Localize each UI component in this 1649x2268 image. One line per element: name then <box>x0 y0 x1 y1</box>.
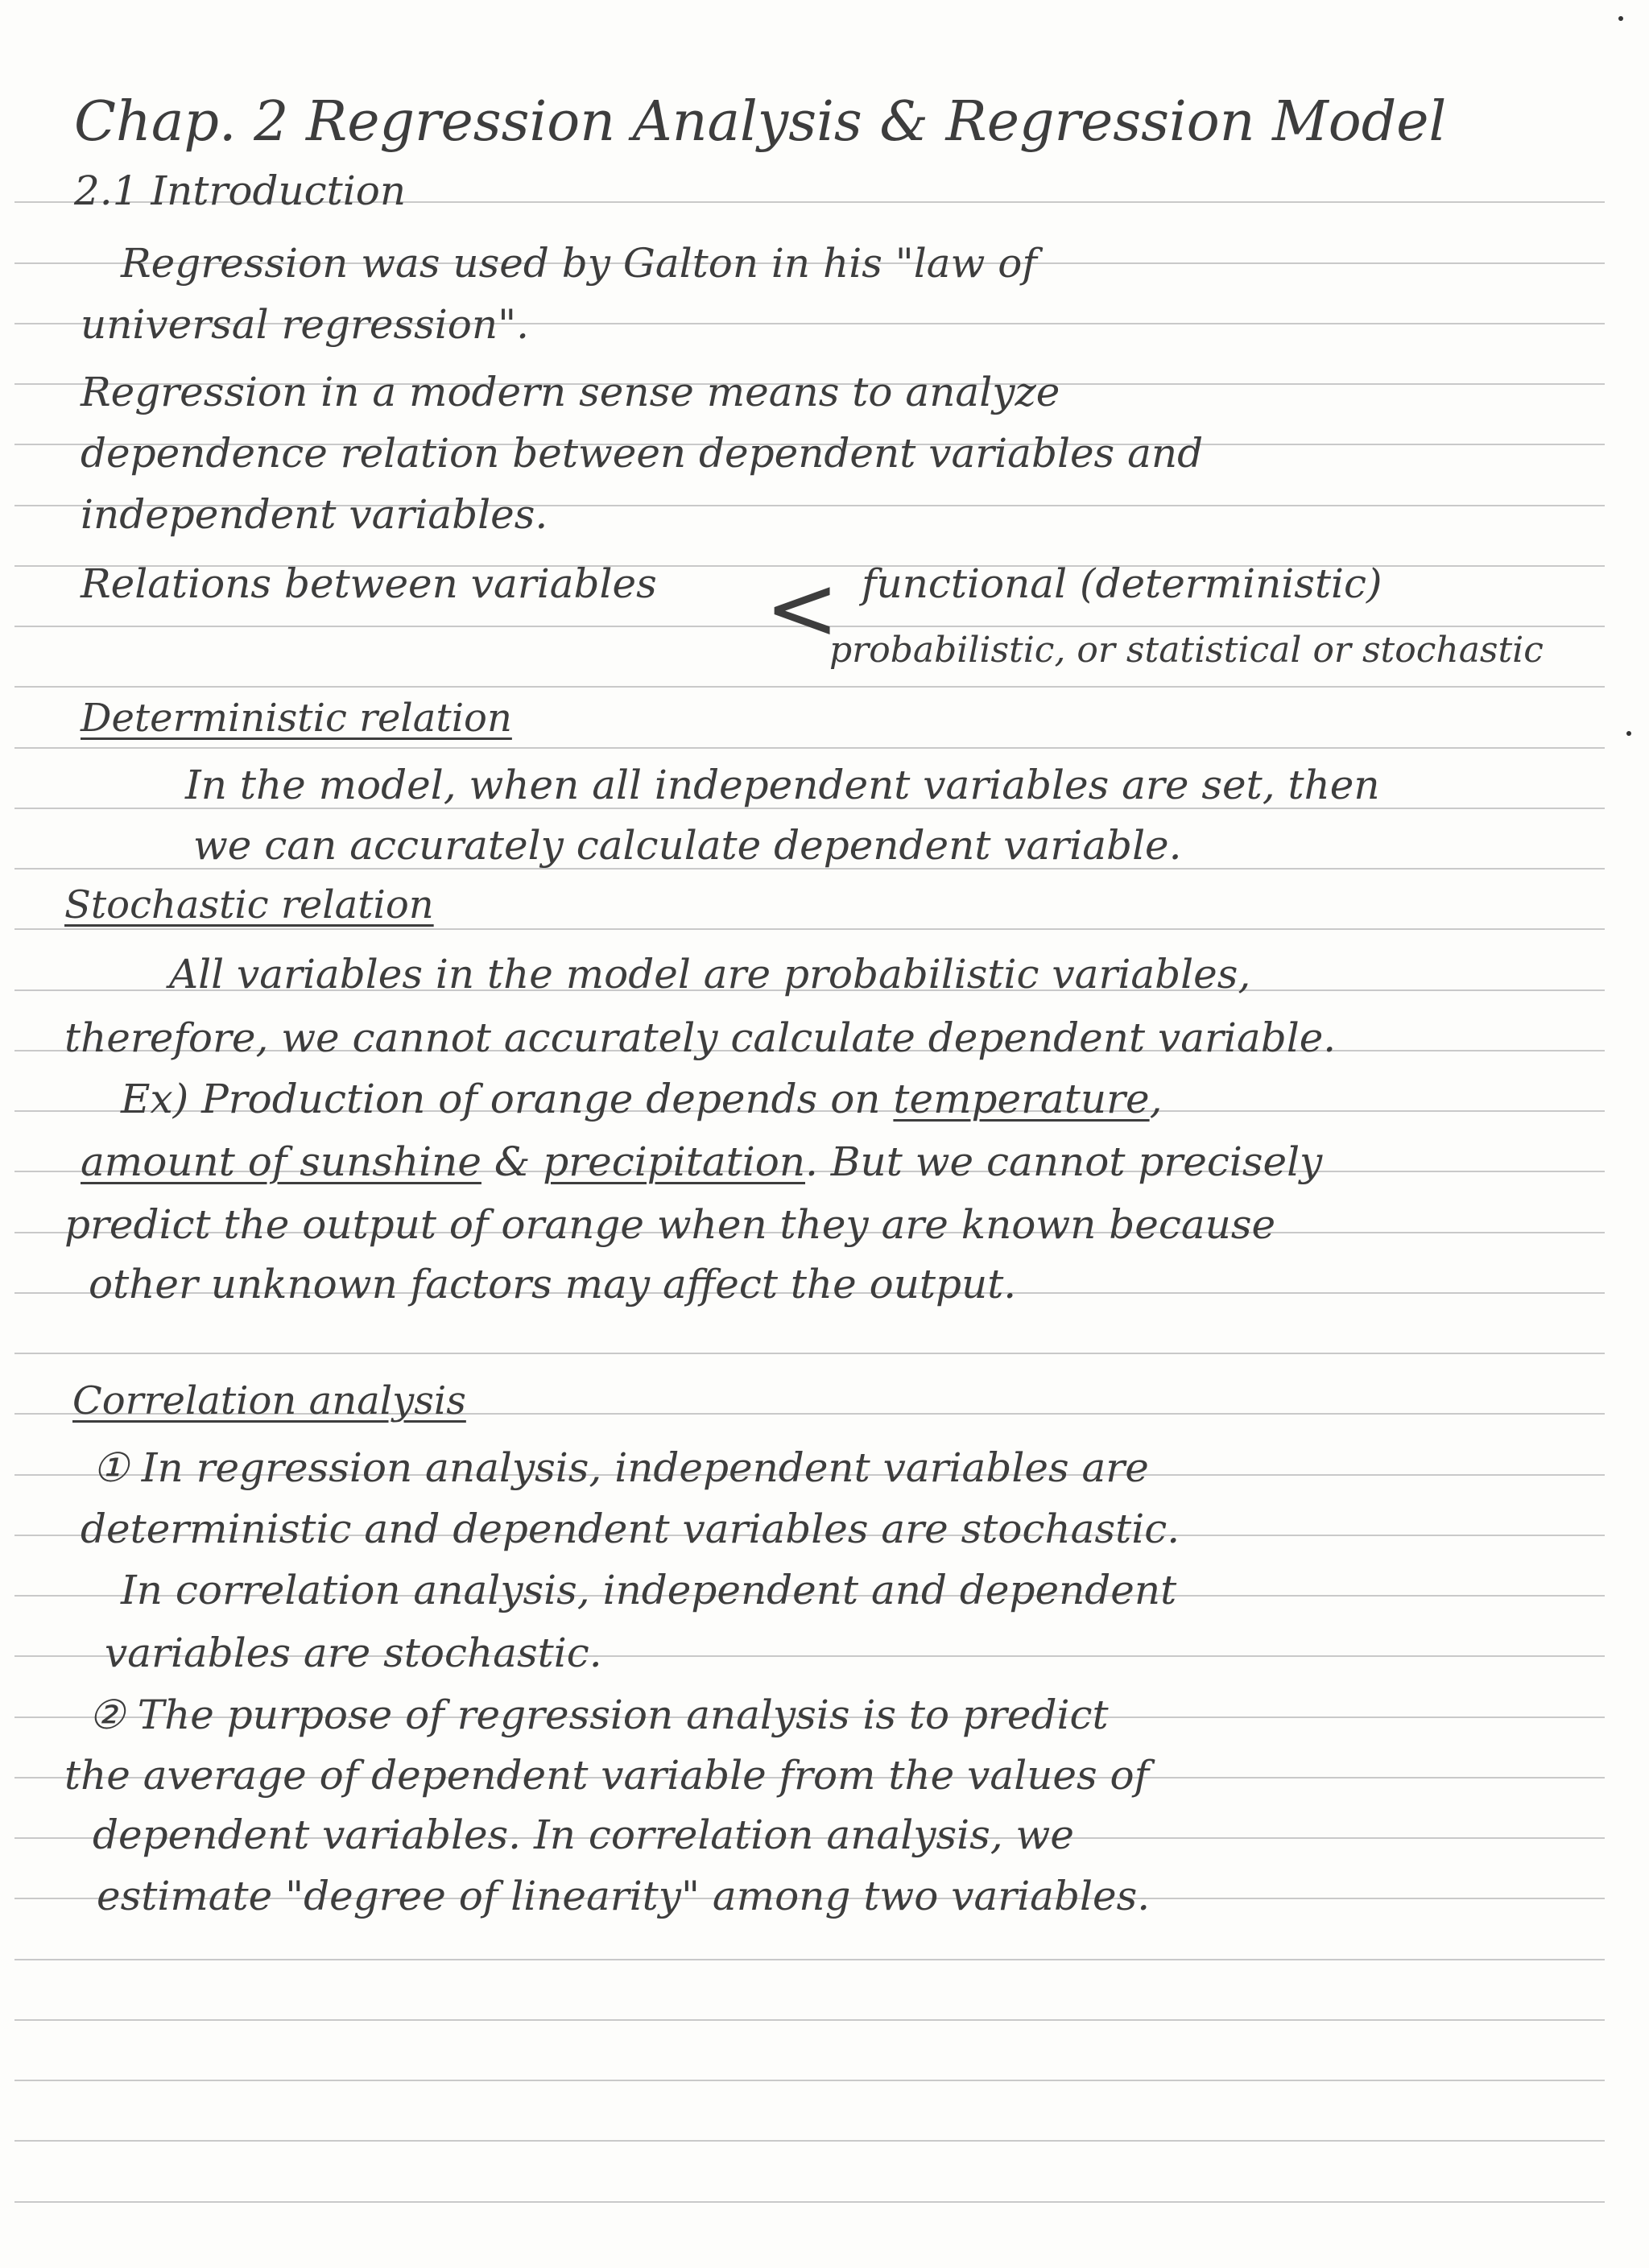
section-heading: 2.1 Introduction <box>74 167 407 214</box>
branch-brace: < <box>765 556 840 659</box>
intro-line-5: independent variables. <box>81 491 548 538</box>
correlation-point-2-line-4: estimate "degree of linearity" among two variables. <box>97 1873 1151 1919</box>
ruled-line <box>14 686 1605 688</box>
deterministic-line-2: we can accurately calculate dependent variable. <box>193 822 1182 869</box>
example-temperature: temperature <box>893 1076 1150 1122</box>
example-line-2-rest: . But we cannot precisely <box>805 1138 1323 1185</box>
correlation-point-1-line-4: variables are stochastic. <box>105 1630 602 1676</box>
example-line-3: predict the output of orange when they are known because <box>64 1201 1276 1248</box>
pencil-dot <box>1626 731 1631 736</box>
relations-branch-stochastic: probabilistic, or statistical or stochastic <box>829 630 1544 671</box>
example-line-1 <box>121 1076 1163 1122</box>
intro-line-3: Regression in a modern sense means to analyze <box>81 369 1060 415</box>
correlation-point-1-line-3: In correlation analysis, independent and dependent <box>121 1567 1177 1613</box>
ruled-line <box>14 747 1605 749</box>
correlation-point-2-line-2: the average of dependent variable from the values of <box>64 1752 1150 1799</box>
pencil-dot <box>1618 16 1623 21</box>
page-title: Chap. 2 Regression Analysis & Regression Model <box>74 90 1447 154</box>
stochastic-line-1: All variables in the model are probabilistic variables, <box>169 951 1251 998</box>
ruled-line <box>14 2019 1605 2021</box>
correlation-point-2-line-1: ② The purpose of regression analysis is to predict <box>89 1692 1109 1738</box>
ruled-line <box>14 2201 1605 2203</box>
ruled-line <box>14 928 1605 930</box>
example-line-4: other unknown factors may affect the output. <box>89 1261 1017 1308</box>
example-line-2 <box>81 1138 1323 1185</box>
ruled-line <box>14 1959 1605 1960</box>
stochastic-line-2: therefore, we cannot accurately calculate dependent variable. <box>64 1014 1337 1061</box>
deterministic-heading: Deterministic relation <box>81 696 512 741</box>
intro-line-2: universal regression". <box>81 301 529 348</box>
intro-line-4: dependence relation between dependent variables and <box>81 430 1204 477</box>
stochastic-heading: Stochastic relation <box>64 882 434 927</box>
ruled-line <box>14 2080 1605 2081</box>
relations-label: Relations between variables <box>81 560 657 607</box>
correlation-heading: Correlation analysis <box>72 1378 466 1423</box>
example-precipitation: precipitation <box>543 1138 806 1185</box>
correlation-point-2-line-3: dependent variables. In correlation analysis, we <box>93 1812 1074 1858</box>
correlation-point-1-line-1: ① In regression analysis, independent variables are <box>93 1444 1149 1491</box>
ruled-line <box>14 1353 1605 1354</box>
ruled-line <box>14 2140 1605 2142</box>
intro-line-1: Regression was used by Galton in his "law of <box>121 240 1037 287</box>
example-ampersand: & <box>481 1138 543 1185</box>
example-comma: , <box>1149 1076 1163 1122</box>
relations-branch-functional: functional (deterministic) <box>862 560 1382 607</box>
example-line-1-text: Ex) Production of orange depends on <box>121 1076 894 1122</box>
example-sunshine: amount of sunshine <box>81 1138 481 1185</box>
deterministic-line-1: In the model, when all independent variables are set, then <box>185 762 1380 808</box>
correlation-point-1-line-2: deterministic and dependent variables are stochastic. <box>81 1506 1180 1552</box>
